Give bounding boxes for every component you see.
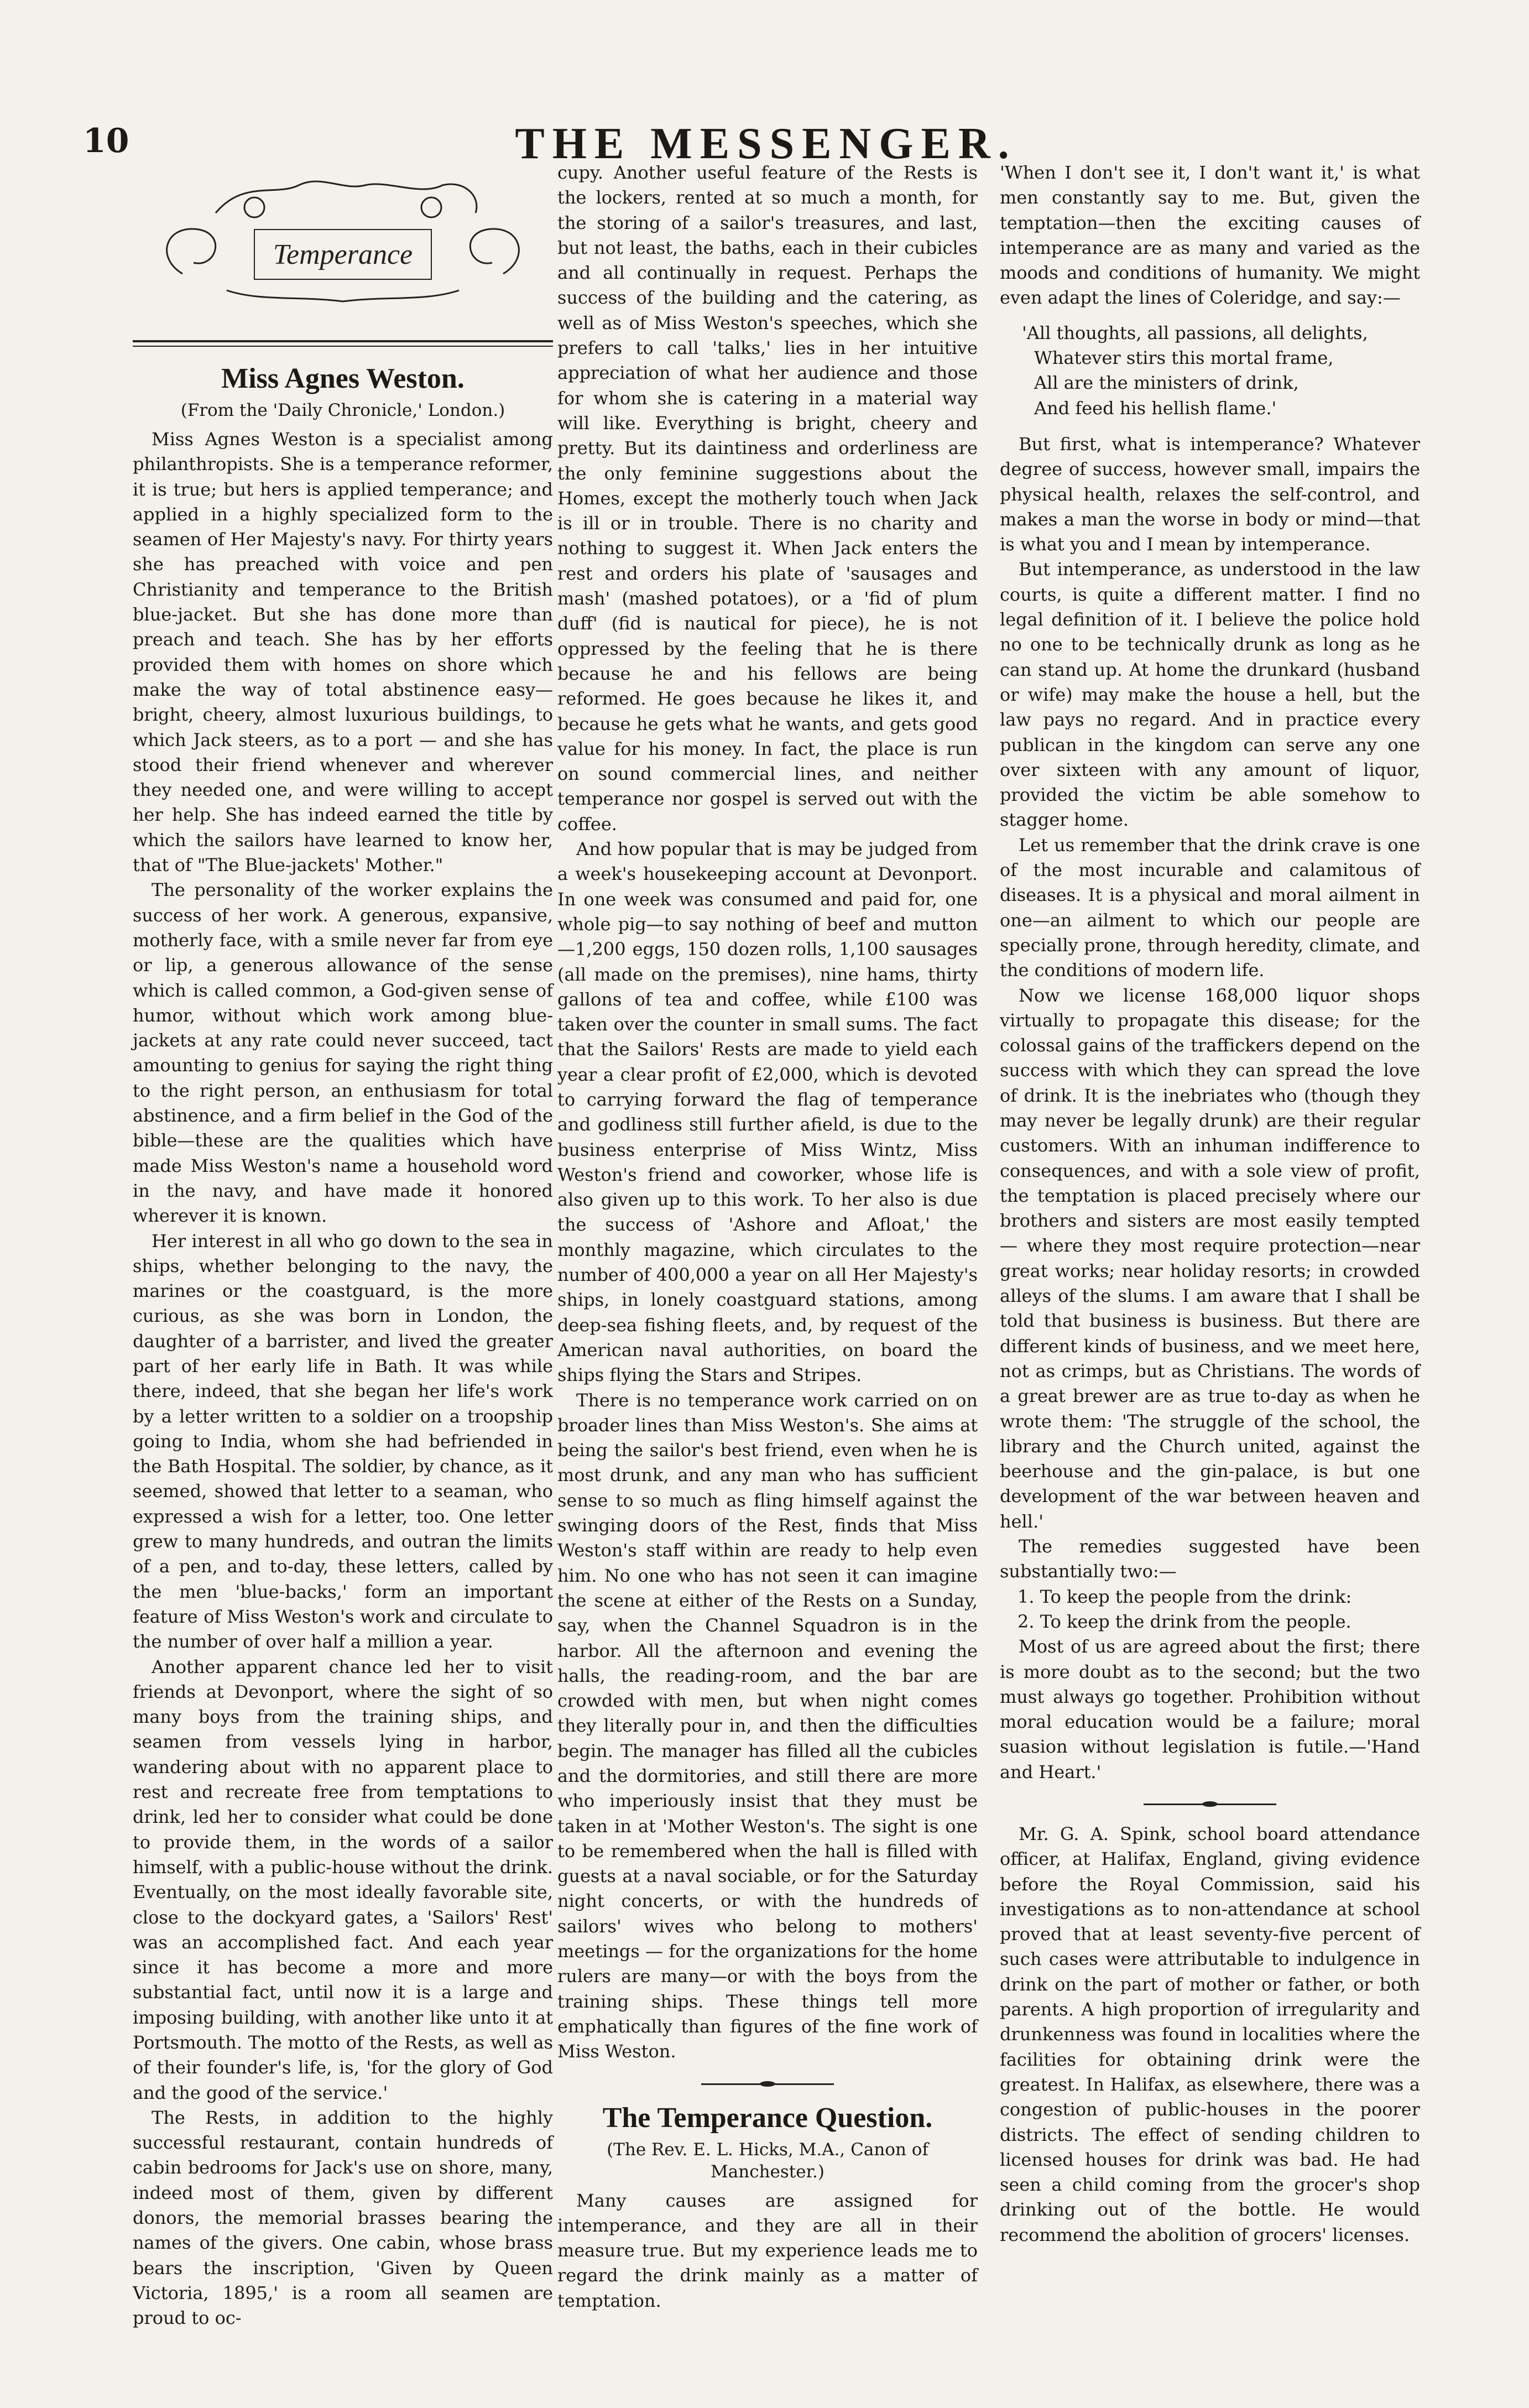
paragraph: Mr. G. A. Spink, school board attendance officer, at Halifax, England, giving evidence before the Royal Commission, said his investigations as to non-attendance at school proved that at least seventy-five percent of such cases were attributable to indulgence in drink on the part of mother or father, or both parents. A high proportion of irregularity and drunkenness was found in localities where the facilities for obtaining drink were the greatest. In Halifax, as elsewhere, there was a congestion of public-houses in the poorer districts. The effect of sending children to licensed houses for drink was bad. He had seen a child coming from the grocer's shop drinking out of the bottle. He would recommend the abolition of grocers' licenses. — [1000, 1823, 1420, 2245]
paragraph: Another apparent chance led her to visit friends at Devonport, where the sight of so many boys from the training ships, and seamen from vessels lying in harbor, wandering about with no apparent place to rest and recreate free from temptations to drink, led her to consider what could be done to provide them, in the words of a sailor himself, with a public-house without the drink. Eventually, on the most ideally favorable site, close to the dockyard gates, a 'Sailors' Rest' was an accomplished fact. And each year since it has become a more and more substantial fact, until now it is a large and imposing building, with another like unto it at Portsmouth. The motto of the Rests, as well as of their founder's life, is, 'for the glory of God and the good of the service.' — [133, 1656, 553, 2103]
poem-line: And feed his hellish flame.' — [1034, 397, 1277, 419]
poem-line: Whatever stirs this mortal frame, — [1034, 347, 1334, 369]
header-divider — [133, 340, 553, 347]
page-number: 10 — [83, 122, 129, 160]
column-3 — [1000, 160, 1420, 2248]
paragraph: The personality of the worker explains the success of her work. A generous, expansive, motherly face, with a smile never far from eye or lip, a generous allowance of the sense which is called common, a God-given sense of humor, without which work among blue-jackets at any rate could never succeed, tact amounting to genius for saying the right thing to the right person, an enthusiasm for total abstinence, and a firm belief in the God of the bible—these are the qualities which have made Miss Weston's name a household word in the navy, and have made it honored wherever it is known. — [133, 879, 553, 1227]
list-item: 2. To keep the drink from the people. — [1017, 1610, 1351, 1632]
poem-line: All are the ministers of drink, — [1034, 372, 1299, 394]
article-title: The Temperance Question. — [602, 2102, 933, 2134]
list-item: 1. To keep the people from the drink: — [1017, 1586, 1352, 1607]
paragraph: 'When I don't see it, I don't want it,' is what men constantly say to me. But, given the temptation—then the exciting causes of intemperance are as many and varied as the moods and conditions of humanity. We might even adapt the lines of Coleridge, and say:— — [1000, 162, 1420, 309]
column-1 — [133, 160, 553, 2331]
masthead: THE MESSENGER. — [515, 119, 1017, 168]
paragraph: Now we license 168,000 liquor shops virtually to propagate this disease; for the colossal gains of the traffickers depend on the success with which they can spread the love of drink. It is the inebriates who (though they may never be legally drunk) are their regular customers. With an inhuman indifference to consequences, and with a sole view of profit, the temptation is placed precisely where our brothers and sisters are most easily tempted — where they most require protection—near great works; near holiday resorts; in crowded alleys of the slums. I am aware that I shall be told that business is business. But there are different kinds of business, and we meet here, not as crimps, but as Christians. The words of a great brewer are as true to-day as when he wrote them: 'The struggle of the school, the library and the Church united, against the beerhouse and the gin-palace, is but one development of the war between heaven and hell.' — [1000, 984, 1420, 1532]
article-title: Miss Agnes Weston. — [221, 363, 465, 394]
paragraph: But first, what is intemperance? Whatever degree of success, however small, impairs the physical health, relaxes the self-control, and makes a man the worse in body or mind—that is what you and I mean by intemperance. — [1000, 433, 1420, 555]
paragraph: Most of us are agreed about the first; there is more doubt as to the second; but the two must always go together. Prohibition without moral education would be a failure; moral suasion without legislation is futile.—'Hand and Heart.' — [1000, 1636, 1420, 1782]
paragraph: Let us remember that the drink crave is one of the most incurable and calamitous of diseases. It is a physical and moral ailment in one—an ailment to which our people are specially prone, through heredity, climate, and the conditions of modern life. — [1000, 834, 1420, 981]
article-source: (From the 'Daily Chronicle,' London.) — [180, 400, 505, 420]
ornament-flourish-icon — [133, 163, 553, 312]
paragraph: But intemperance, as understood in the law courts, is quite a different matter. I find no legal definition of it. I believe the police hold no one to be technically drunk as long as he can stand up. At home the drunkard (husband or wife) may make the house a hell, but the law pays no regard. And in practice every publican in the kingdom can serve any one over sixteen with any amount of liquor, provided the victim be able somehow to stagger home. — [1000, 559, 1420, 831]
poem — [1000, 321, 1420, 421]
paragraph: Her interest in all who go down to the sea in ships, whether belonging to the navy, the marines or the coastguard, is the more curious, as she was born in London, the daughter of a barrister, and lived the greater part of her early life in Bath. It was while there, indeed, that she began her life's work by a letter written to a soldier on a troopship going to India, whom she had befriended in the Bath Hospital. The soldier, by chance, as it seemed, showed that letter to a seaman, who expressed a wish for a letter, too. One letter grew to many hundreds, and outran the limits of a pen, and to-day, these letters, called by the men 'blue-backs,' form an important feature of Miss Weston's work and circulate to the number of over half a million a year. — [133, 1230, 553, 1653]
paragraph: Miss Agnes Weston is a specialist among philanthropists. She is a temperance reformer, it is true; but hers is applied temperance; and applied in a highly specialized form to the seamen of Her Majesty's navy. For thirty years she has preached with voice and pen Christianity and temperance to the British blue-jacket. But she has done more than preach and teach. She has by her efforts provided them with homes on shore which make the way of total abstinence easy—bright, cheery, almost luxurious buildings, to which Jack steers, as to a port — and she has stood their friend whenever and wherever they needed one, and were willing to accept her help. She has indeed earned the title by which the sailors have learned to know her, that of "The Blue-jackets' Mother." — [133, 429, 553, 876]
paragraph: There is no temperance work carried on on broader lines than Miss Weston's. She aims at being the sailor's best friend, even when he is most drunk, and any man who has sufficient sense to so much as fling himself against the swinging doors of the Rest, finds that Miss Weston's staff within are ready to help even him. No one who has not seen it can imagine the scene at either of the Rests on a Sunday, say, when the Channel Squadron is in the harbor. All the afternoon and evening the halls, the reading-room, and the bar are crowded with men, but when night comes they literally pour in, and then the difficulties begin. The manager has filled all the cubicles and the dormitories, and still there are more who imperiously insist that they must be taken in at 'Mother Weston's. The sight is one to be remembered when the hall is filled with guests at a naval sociable, or for the Saturday night concerts, or with the hundreds of sailors' wives who belong to mothers' meetings — for the organizations for the home rulers are many—or with the boys from the training ships. These things tell more emphatically than figures of the fine work of Miss Weston. — [557, 1389, 978, 2062]
paragraph: The Rests, in addition to the highly successful restaurant, contain hundreds of cabin bedrooms for Jack's use on shore, many, indeed most of them, given by different donors, the memorial brasses bearing the names of the givers. One cabin, whose brass bears the inscription, 'Given by Queen Victoria, 1895,' is a room all seamen are proud to oc- — [133, 2107, 553, 2329]
paragraph: The remedies suggested have been substantially two:— — [1000, 1536, 1420, 1582]
article-source: (The Rev. E. L. Hicks, M.A., Canon of Manchester.) — [607, 2139, 928, 2182]
paragraph: And how popular that is may be judged from a week's housekeeping account at Devonport. In one week was consumed and paid for, one whole pig—to say nothing of beef and mutton—1,200 eggs, 150 dozen rolls, 1,100 sausages (all made on the premises), nine hams, thirty gallons of tea and coffee, while £100 was taken over the counter in small sums. The fact that the Sailors' Rests are made to yield each year a clear profit of £2,000, which is devoted to carrying forward the flag of temperance and godliness still further afield, is due to the business enterprise of Miss Wintz, Miss Weston's friend and coworker, whose life is also given up to this work. To her also is due the success of 'Ashore and Afloat,' the monthly magazine, which circulates to the number of 400,000 a year on all Her Majesty's ships, in lonely coastguard stations, among deep-sea fishing fleets, and, by request of the American naval authorities, on board the ships flying the Stars and Stripes. — [557, 838, 978, 1386]
temperance-ornament — [133, 163, 553, 312]
section-separator — [1144, 1804, 1276, 1805]
remedies-list — [1000, 1585, 1420, 1635]
paragraph: Many causes are assigned for intemperance, and they are all in their measure true. But my experience leads me to regard the drink mainly as a matter of temptation. — [557, 2190, 978, 2311]
column-2 — [557, 160, 978, 2313]
section-separator — [701, 2083, 834, 2085]
ornament-text: Temperance — [273, 239, 413, 270]
paragraph: cupy. Another useful feature of the Rests is the lockers, rented at so much a month, for the storing of a sailor's treasures, and last, but not least, the baths, each in their cubicles and all continually in request. Perhaps the success of the building and the catering, as well as of Miss Weston's speeches, which she prefers to call 'talks,' lies in her intuitive appreciation of what her audience and those for whom she is catering in a material way will like. Everything is bright, cheery and pretty. But its daintiness and orderliness are the only feminine suggestions about the Homes, except the motherly touch when Jack is ill or in trouble. There is no charity and nothing to suggest it. When Jack enters the rest and orders his plate of 'sausages and mash' (mashed potatoes), or a 'fid of plum duff' (fid is nautical for piece), he is not oppressed by the feeling that he is there because he and his fellows are being reformed. He goes because he likes it, and because he gets what he wants, and gets good value for his money. In fact, the place is run on sound commercial lines, and neither temperance nor gospel is served out with the coffee. — [557, 162, 978, 835]
poem-line: 'All thoughts, all passions, all delights, — [1022, 322, 1368, 343]
